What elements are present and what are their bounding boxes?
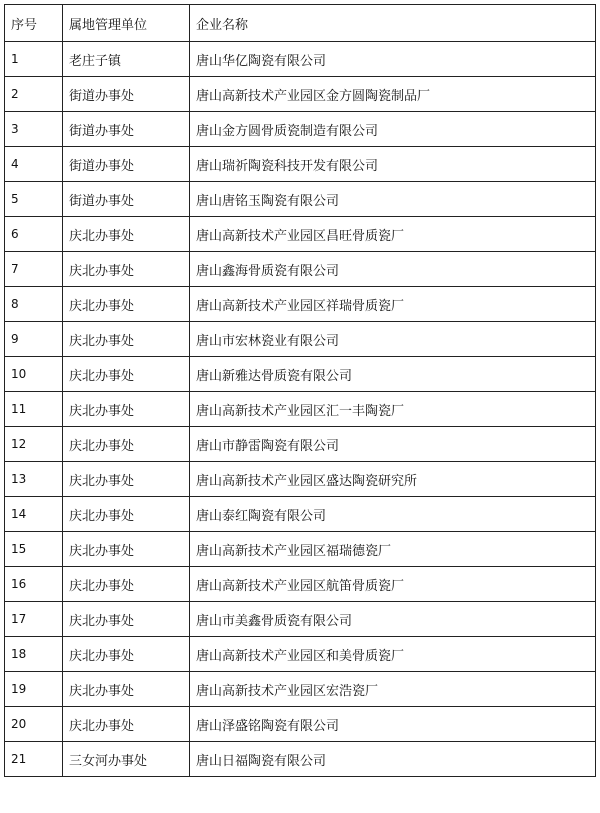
row-management-unit: 庆北办事处 [63, 357, 190, 392]
row-company-name: 唐山高新技术产业园区宏浩瓷厂 [190, 672, 596, 707]
table-header [5, 5, 596, 42]
header-management-unit: 属地管理单位 [63, 5, 190, 42]
table-row [5, 357, 596, 392]
company-table [4, 4, 596, 777]
row-management-unit: 庆北办事处 [63, 707, 190, 742]
header-row [5, 5, 596, 42]
row-company-name: 唐山泰红陶瓷有限公司 [190, 497, 596, 532]
table-row [5, 77, 596, 112]
header-serial-number: 序号 [5, 5, 63, 42]
row-company-name: 唐山高新技术产业园区金方圆陶瓷制品厂 [190, 77, 596, 112]
row-serial-number: 5 [5, 182, 63, 217]
row-management-unit: 街道办事处 [63, 112, 190, 147]
row-company-name: 唐山鑫海骨质瓷有限公司 [190, 252, 596, 287]
table-row [5, 567, 596, 602]
row-management-unit: 庆北办事处 [63, 602, 190, 637]
row-serial-number: 7 [5, 252, 63, 287]
row-company-name: 唐山高新技术产业园区航笛骨质瓷厂 [190, 567, 596, 602]
row-serial-number: 12 [5, 427, 63, 462]
row-management-unit: 街道办事处 [63, 77, 190, 112]
row-company-name: 唐山泽盛铭陶瓷有限公司 [190, 707, 596, 742]
row-serial-number: 21 [5, 742, 63, 777]
table-row [5, 672, 596, 707]
row-management-unit: 庆北办事处 [63, 637, 190, 672]
row-management-unit: 庆北办事处 [63, 497, 190, 532]
table-row [5, 392, 596, 427]
table-row [5, 497, 596, 532]
row-management-unit: 庆北办事处 [63, 287, 190, 322]
row-company-name: 唐山高新技术产业园区昌旺骨质瓷厂 [190, 217, 596, 252]
row-company-name: 唐山市宏林瓷业有限公司 [190, 322, 596, 357]
row-company-name: 唐山高新技术产业园区汇一丰陶瓷厂 [190, 392, 596, 427]
table-row [5, 147, 596, 182]
row-management-unit: 庆北办事处 [63, 567, 190, 602]
row-management-unit: 庆北办事处 [63, 532, 190, 567]
row-management-unit: 街道办事处 [63, 147, 190, 182]
row-serial-number: 20 [5, 707, 63, 742]
row-serial-number: 3 [5, 112, 63, 147]
table-row [5, 217, 596, 252]
table-row [5, 707, 596, 742]
table-row [5, 42, 596, 77]
table-row [5, 462, 596, 497]
table-row [5, 322, 596, 357]
row-serial-number: 11 [5, 392, 63, 427]
row-company-name: 唐山高新技术产业园区和美骨质瓷厂 [190, 637, 596, 672]
row-company-name: 唐山唐铭玉陶瓷有限公司 [190, 182, 596, 217]
row-serial-number: 10 [5, 357, 63, 392]
table-row [5, 287, 596, 322]
row-serial-number: 19 [5, 672, 63, 707]
row-company-name: 唐山新雅达骨质瓷有限公司 [190, 357, 596, 392]
row-serial-number: 18 [5, 637, 63, 672]
row-company-name: 唐山高新技术产业园区福瑞德瓷厂 [190, 532, 596, 567]
row-management-unit: 街道办事处 [63, 182, 190, 217]
row-management-unit: 庆北办事处 [63, 672, 190, 707]
table-row [5, 602, 596, 637]
table-row [5, 252, 596, 287]
row-serial-number: 8 [5, 287, 63, 322]
row-company-name: 唐山高新技术产业园区祥瑞骨质瓷厂 [190, 287, 596, 322]
row-company-name: 唐山日福陶瓷有限公司 [190, 742, 596, 777]
row-company-name: 唐山高新技术产业园区盛达陶瓷研究所 [190, 462, 596, 497]
row-management-unit: 三女河办事处 [63, 742, 190, 777]
row-company-name: 唐山华亿陶瓷有限公司 [190, 42, 596, 77]
row-management-unit: 庆北办事处 [63, 217, 190, 252]
table-row [5, 742, 596, 777]
table-row [5, 182, 596, 217]
row-serial-number: 2 [5, 77, 63, 112]
header-company-name: 企业名称 [190, 5, 596, 42]
row-company-name: 唐山市美鑫骨质瓷有限公司 [190, 602, 596, 637]
row-serial-number: 6 [5, 217, 63, 252]
table-row [5, 532, 596, 567]
row-company-name: 唐山金方圆骨质瓷制造有限公司 [190, 112, 596, 147]
row-company-name: 唐山瑞祈陶瓷科技开发有限公司 [190, 147, 596, 182]
row-serial-number: 4 [5, 147, 63, 182]
row-management-unit: 庆北办事处 [63, 462, 190, 497]
row-serial-number: 9 [5, 322, 63, 357]
row-company-name: 唐山市静雷陶瓷有限公司 [190, 427, 596, 462]
row-management-unit: 庆北办事处 [63, 252, 190, 287]
table-body [5, 42, 596, 777]
table-row [5, 427, 596, 462]
row-management-unit: 老庄子镇 [63, 42, 190, 77]
row-serial-number: 16 [5, 567, 63, 602]
row-serial-number: 1 [5, 42, 63, 77]
row-serial-number: 14 [5, 497, 63, 532]
table-row [5, 637, 596, 672]
row-management-unit: 庆北办事处 [63, 392, 190, 427]
row-serial-number: 17 [5, 602, 63, 637]
row-management-unit: 庆北办事处 [63, 427, 190, 462]
row-management-unit: 庆北办事处 [63, 322, 190, 357]
row-serial-number: 15 [5, 532, 63, 567]
row-serial-number: 13 [5, 462, 63, 497]
table-row [5, 112, 596, 147]
